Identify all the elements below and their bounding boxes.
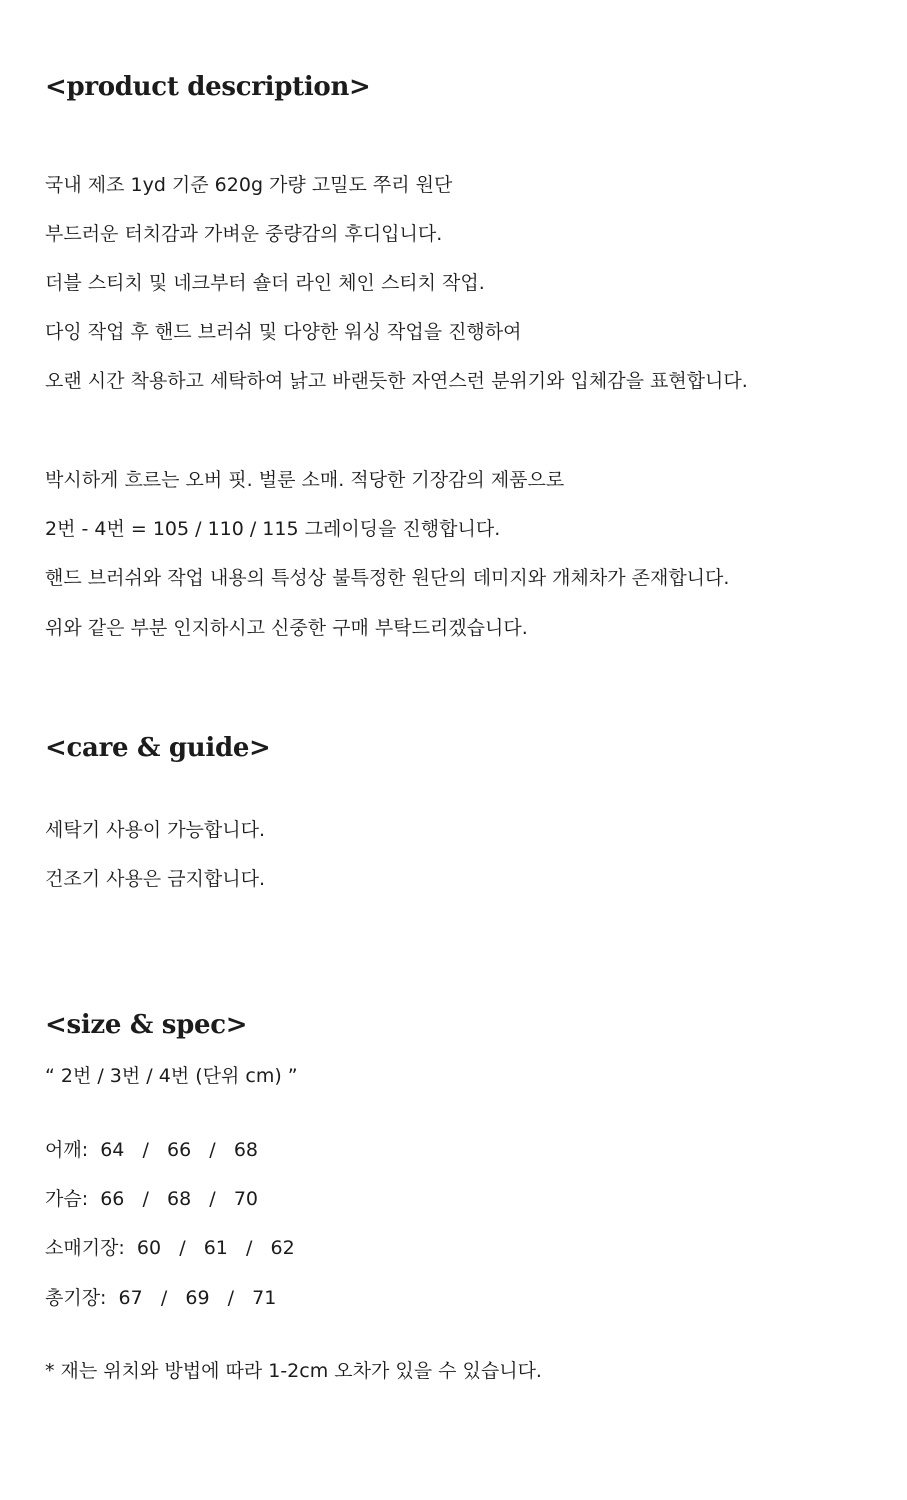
description-line: 국내 제조 1yd 기준 620g 가량 고밀도 쭈리 원단: [45, 174, 453, 196]
description-line: 더블 스티치 및 네크부터 숄더 라인 체인 스티치 작업.: [45, 272, 485, 294]
spec-row-shoulder: 어깨: 64 / 66 / 68: [45, 1139, 258, 1161]
description-line: 다잉 작업 후 핸드 브러쉬 및 다양한 워싱 작업을 진행하여: [45, 321, 522, 343]
product-description-heading: <product description>: [45, 72, 371, 102]
size-spec-heading: <size & spec>: [45, 1010, 248, 1040]
description-line: 핸드 브러쉬와 작업 내용의 특성상 불특정한 원단의 데미지와 개체차가 존재합니다.: [45, 567, 730, 589]
description-line: 박시하게 흐르는 오버 핏. 벌룬 소매. 적당한 기장감의 제품으로: [45, 469, 565, 491]
care-line: 세탁기 사용이 가능합니다.: [45, 819, 266, 841]
care-line: 건조기 사용은 금지합니다.: [45, 868, 266, 890]
care-guide-heading: <care & guide>: [45, 733, 271, 763]
description-line: 부드러운 터치감과 가벼운 중량감의 후디입니다.: [45, 223, 443, 245]
spec-row-chest: 가슴: 66 / 68 / 70: [45, 1188, 258, 1210]
size-unit-note: “ 2번 / 3번 / 4번 (단위 cm) ”: [45, 1065, 298, 1087]
description-line: 위와 같은 부분 인지하시고 신중한 구매 부탁드리겠습니다.: [45, 617, 528, 639]
spec-row-total-length: 총기장: 67 / 69 / 71: [45, 1287, 277, 1309]
description-line: 2번 - 4번 = 105 / 110 / 115 그레이딩을 진행합니다.: [45, 518, 501, 540]
description-line: 오랜 시간 착용하고 세탁하여 낡고 바랜듯한 자연스런 분위기와 입체감을 표현합니다.: [45, 370, 748, 392]
spec-row-sleeve-length: 소매기장: 60 / 61 / 62: [45, 1237, 295, 1259]
measurement-footnote: * 재는 위치와 방법에 따라 1-2cm 오차가 있을 수 있습니다.: [45, 1360, 542, 1382]
